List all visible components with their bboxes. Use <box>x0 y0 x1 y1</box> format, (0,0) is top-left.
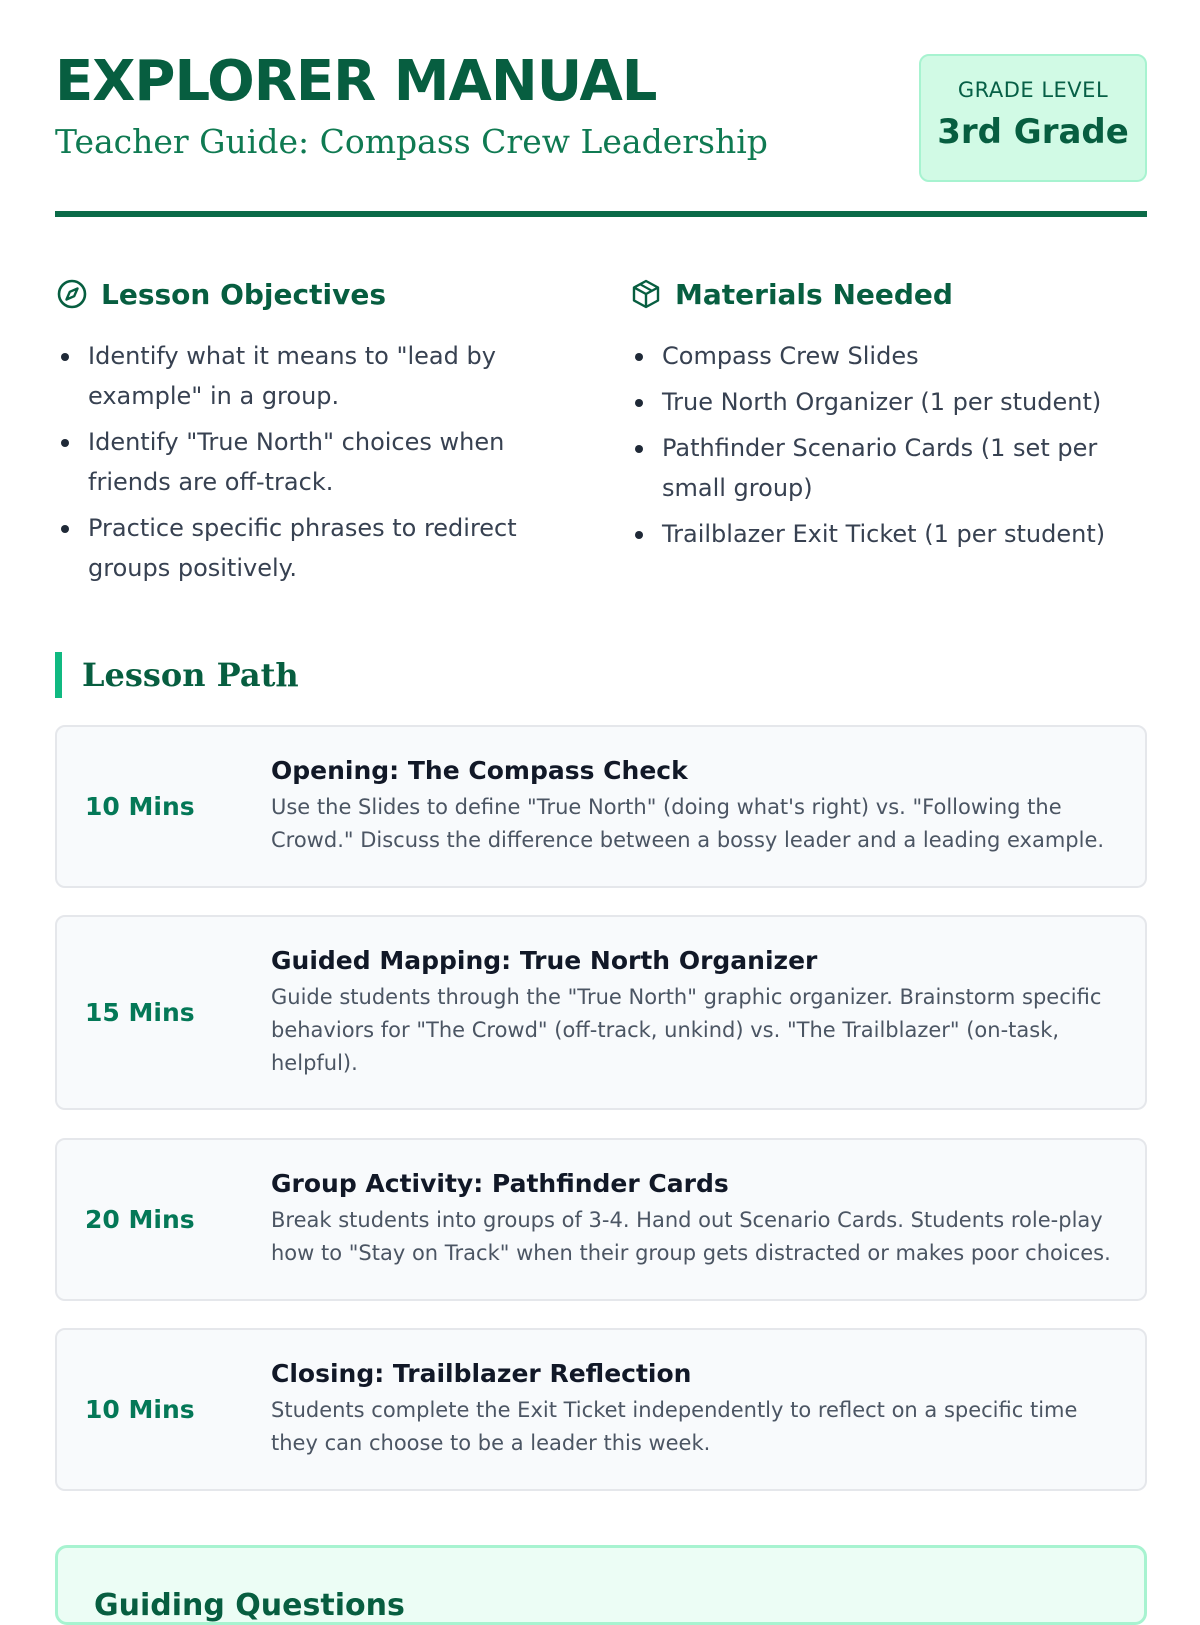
step-content <box>271 727 1123 886</box>
lesson-path-title: Lesson Path <box>82 656 299 694</box>
step-content <box>271 1140 1123 1299</box>
step-duration: 20 Mins <box>85 1205 195 1234</box>
guiding-questions-box <box>55 1545 1147 1625</box>
step-duration: 15 Mins <box>85 998 195 1027</box>
lesson-path-heading <box>55 652 299 698</box>
objectives-list <box>55 336 555 588</box>
step-description: Students complete the Exit Ticket independently to reflect on a specific time they can choose to be a leader this week. <box>271 1398 1078 1455</box>
guiding-questions-title: Guiding Questions <box>94 1588 405 1623</box>
materials-needed-title: Materials Needed <box>675 277 953 311</box>
lesson-step-card <box>55 1138 1147 1301</box>
package-icon <box>629 277 663 311</box>
header <box>55 40 1147 210</box>
step-description: Use the Slides to define "True North" (doing what's right) vs. "Following the Crowd." Discuss the difference between a bossy leader and a leading example. <box>271 795 1105 852</box>
page-title: EXPLORER MANUAL <box>55 49 657 114</box>
material-item: Compass Crew Slides <box>629 336 1129 376</box>
compass-icon <box>55 277 89 311</box>
objective-item: Practice specific phrases to redirect groups positively. <box>55 508 555 588</box>
materials-list <box>629 336 1129 554</box>
step-duration: 10 Mins <box>85 1395 195 1424</box>
material-item: True North Organizer (1 per student) <box>629 382 1129 422</box>
materials-needed-section <box>629 270 1129 560</box>
materials-needed-heading <box>629 270 1129 318</box>
step-duration: 10 Mins <box>85 792 195 821</box>
material-item: Pathfinder Scenario Cards (1 set per small group) <box>629 428 1129 508</box>
material-item: Trailblazer Exit Ticket (1 per student) <box>629 514 1129 554</box>
step-content <box>271 1330 1123 1489</box>
lesson-objectives-heading <box>55 270 555 318</box>
grade-level-badge <box>919 54 1147 182</box>
step-content <box>271 917 1123 1108</box>
step-title: Guided Mapping: True North Organizer <box>271 945 818 975</box>
step-description: Guide students through the "True North" graphic organizer. Brainstorm specific behaviors for "The Crowd" (off-track, unkind) vs. "The Trailblazer" (on-task, helpful). <box>271 984 1102 1075</box>
step-title: Group Activity: Pathfinder Cards <box>271 1169 729 1198</box>
step-description: Break students into groups of 3-4. Hand out Scenario Cards. Students role-play how to "Stay on Track" when their group gets distracted or makes poor choices. <box>271 1208 1111 1265</box>
header-divider <box>55 211 1147 217</box>
teacher-guide-page <box>55 0 1147 1623</box>
lesson-step-card <box>55 725 1147 888</box>
page-subtitle: Teacher Guide: Compass Crew Leadership <box>55 122 768 161</box>
lesson-step-card <box>55 915 1147 1110</box>
objective-item: Identify what it means to "lead by example" in a group. <box>55 336 555 416</box>
step-title: Opening: The Compass Check <box>271 756 688 785</box>
lesson-objectives-section <box>55 270 555 594</box>
lesson-objectives-title: Lesson Objectives <box>101 277 387 311</box>
lesson-step-card <box>55 1328 1147 1491</box>
grade-level-label: GRADE LEVEL <box>957 78 1109 102</box>
objective-item: Identify "True North" choices when friends are off-track. <box>55 422 555 502</box>
grade-level-value: 3rd Grade <box>937 112 1129 152</box>
step-title: Closing: Trailblazer Reflection <box>271 1359 692 1388</box>
